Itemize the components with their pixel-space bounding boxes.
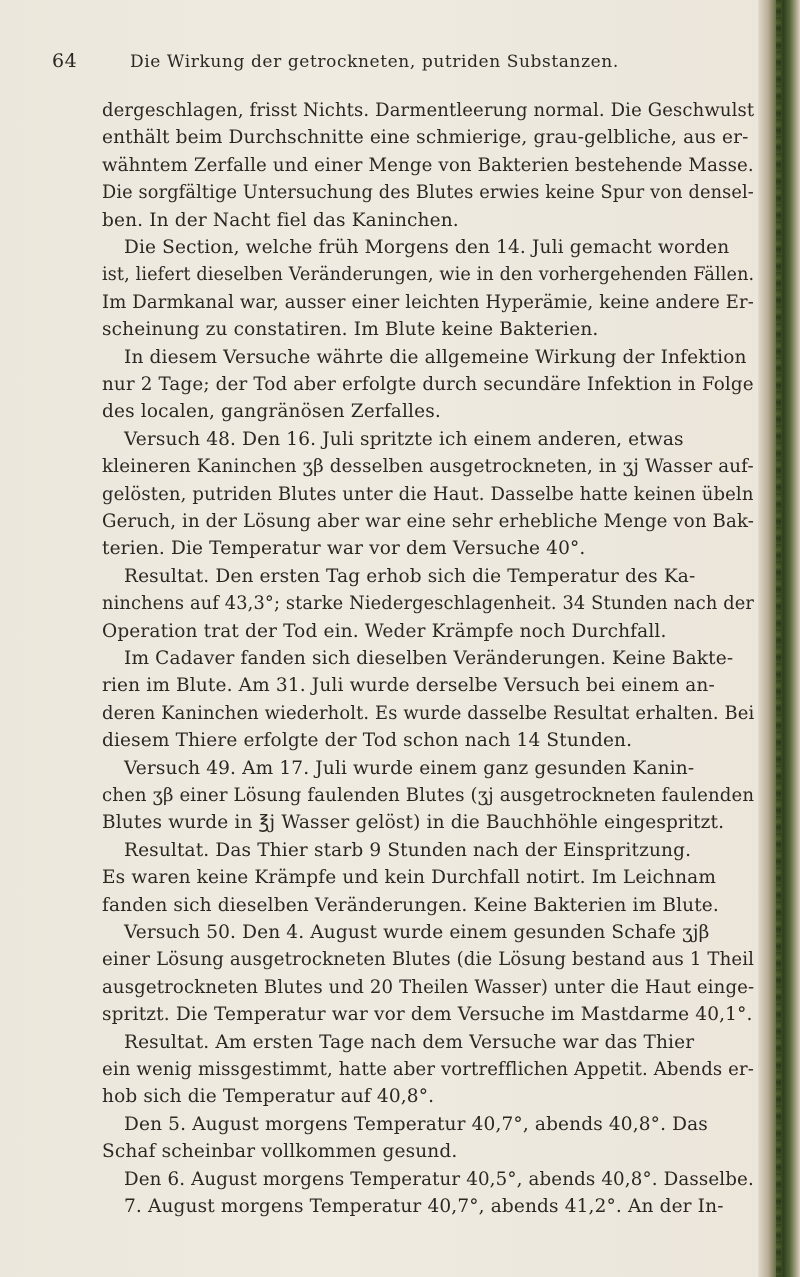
text-line: wähntem Zerfalle und einer Menge von Bakterien bestehende Masse. — [102, 154, 754, 176]
text-line: Blutes wurde in ℥j Wasser gelöst) in die Bauchhöhle eingespritzt. — [102, 812, 725, 834]
text-line: ein wenig missgestimmt, hatte aber vortrefflichen Appetit. Abends er- — [102, 1059, 754, 1080]
text-line: enthält beim Durchschnitte eine schmierige, grau-gelbliche, aus er- — [102, 127, 749, 149]
book-binding-edge — [758, 0, 800, 1277]
text-line: Im Cadaver fanden sich dieselben Veränderungen. Keine Bakte- — [124, 648, 734, 669]
text-line: Geruch, in der Lösung aber war eine sehr erhebliche Menge von Bak- — [102, 511, 755, 532]
page-header — [52, 50, 752, 80]
text-line: rien im Blute. Am 31. Juli wurde derselbe Versuch bei einem an- — [102, 675, 715, 697]
text-line: Die sorgfältige Untersuchung des Blutes erwies keine Spur von densel- — [102, 182, 754, 204]
text-line: des localen, gangränösen Zerfalles. — [102, 401, 441, 423]
text-line: einer Lösung ausgetrockneten Blutes (die Lösung bestand aus 1 Theil — [102, 949, 755, 971]
text-line: hob sich die Temperatur auf 40,8°. — [102, 1086, 435, 1108]
running-title: Die Wirkung der getrockneten, putriden Substanzen. — [130, 52, 619, 72]
text-line: Den 6. August morgens Temperatur 40,5°, abends 40,8°. Dasselbe. — [124, 1168, 754, 1190]
text-line: Versuch 50. Den 4. August wurde einem gesunden Schafe ʒjβ — [124, 922, 710, 943]
text-line: Resultat. Den ersten Tag erhob sich die Temperatur des Ka- — [124, 565, 696, 587]
text-line: nur 2 Tage; der Tod aber erfolgte durch secundäre Infektion in Folge — [102, 374, 754, 395]
text-line: Schaf scheinbar vollkommen gesund. — [102, 1141, 458, 1163]
text-line: Im Darmkanal war, ausser einer leichten Hyperämie, keine andere Er- — [102, 291, 754, 313]
text-line: Versuch 48. Den 16. Juli spritzte ich einem anderen, etwas — [124, 428, 684, 450]
text-line: gelösten, putriden Blutes unter die Haut. Dasselbe hatte keinen übeln — [102, 483, 754, 505]
text-line: kleineren Kaninchen ʒβ desselben ausgetrockneten, in ʒj Wasser auf- — [102, 456, 754, 478]
text-line: ben. In der Nacht fiel das Kaninchen. — [102, 209, 459, 231]
text-line: Versuch 49. Am 17. Juli wurde einem ganz gesunden Kanin- — [124, 757, 695, 779]
text-line: fanden sich dieselben Veränderungen. Keine Bakterien im Blute. — [102, 894, 719, 916]
text-line: terien. Die Temperatur war vor dem Versuche 40°. — [102, 538, 586, 560]
text-line: Resultat. Am ersten Tage nach dem Versuche war das Thier — [124, 1031, 695, 1053]
text-line: chen ʒβ einer Lösung faulenden Blutes (ʒj ausgetrockneten faulenden — [102, 785, 755, 806]
page-number: 64 — [52, 50, 78, 72]
text-line: ausgetrockneten Blutes und 20 Theilen Wasser) unter die Haut einge- — [102, 976, 755, 998]
text-line: Resultat. Das Thier starb 9 Stunden nach der Einspritzung. — [124, 839, 692, 861]
text-line: 7. August morgens Temperatur 40,7°, abends 41,2°. An der In- — [124, 1196, 724, 1217]
text-line: Die Section, welche früh Morgens den 14. Juli gemacht worden — [124, 237, 730, 258]
text-line: ninchens auf 43,3°; starke Niedergeschlagenheit. 34 Stunden nach der — [102, 593, 755, 615]
text-line: dergeschlagen, frisst Nichts. Darmentleerung normal. Die Geschwulst — [102, 100, 755, 121]
text-line: scheinung zu constatiren. Im Blute keine Bakterien. — [102, 319, 599, 341]
text-line: deren Kaninchen wiederholt. Es wurde dasselbe Resultat erhalten. Bei — [102, 702, 755, 724]
text-line: Operation trat der Tod ein. Weder Krämpfe noch Durchfall. — [102, 620, 667, 642]
text-line: diesem Thiere erfolgte der Tod schon nach 14 Stunden. — [102, 730, 633, 752]
text-line: Es waren keine Krämpfe und kein Durchfall notirt. Im Leichnam — [102, 867, 717, 889]
text-line: Den 5. August morgens Temperatur 40,7°, abends 40,8°. Das — [124, 1113, 708, 1135]
text-line: In diesem Versuche währte die allgemeine Wirkung der Infektion — [124, 346, 747, 368]
text-line: spritzt. Die Temperatur war vor dem Versuche im Mastdarme 40,1°. — [102, 1004, 753, 1026]
text-line: ist, liefert dieselben Veränderungen, wie in den vorhergehenden Fällen. — [102, 264, 755, 286]
